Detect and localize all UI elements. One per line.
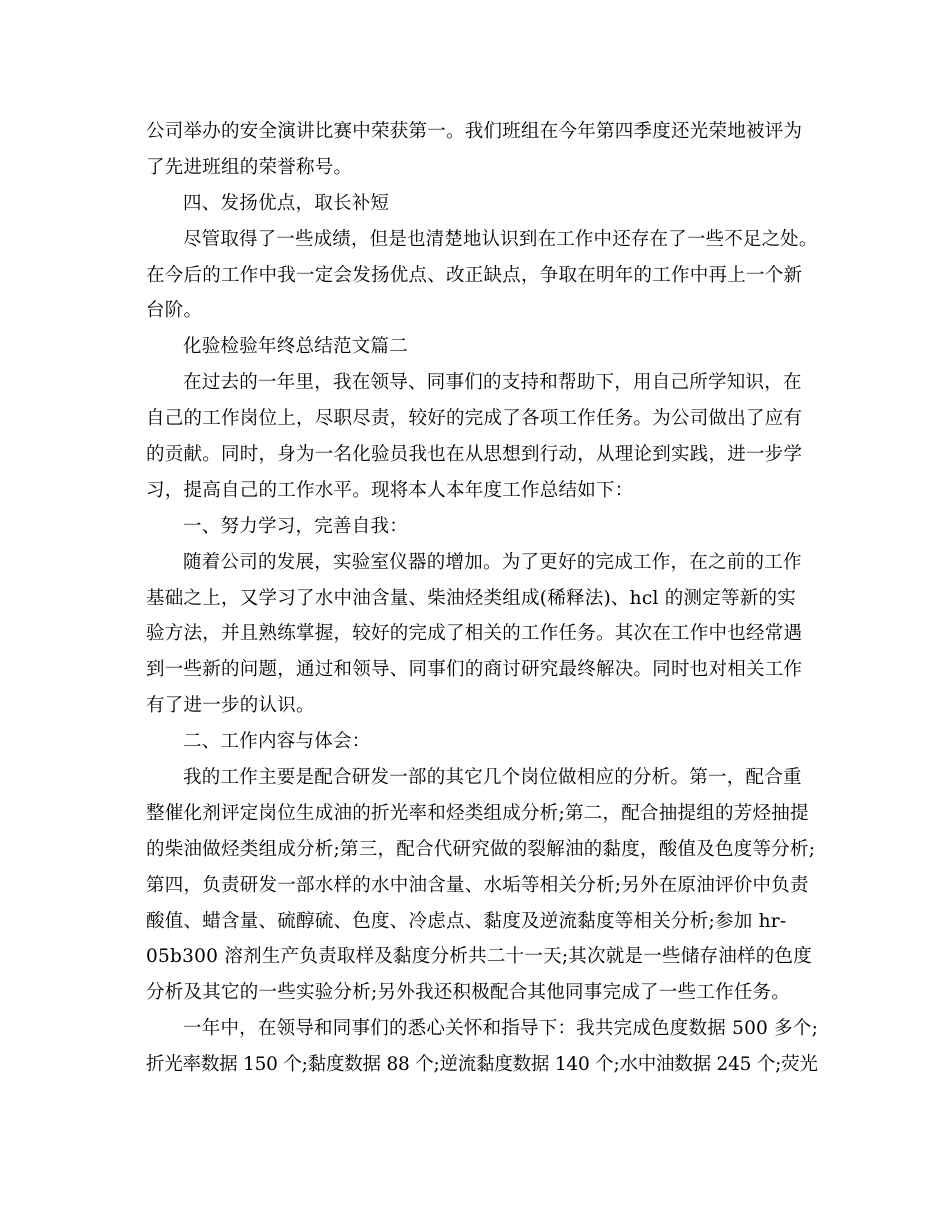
text-line: 一年中，在领导和同事们的悉心关怀和指导下：我共完成色度数据 500 多个; xyxy=(183,1018,819,1040)
text-line: 在今后的工作中我一定会发扬优点、改正缺点，争取在明年的工作中再上一个新 xyxy=(146,264,803,286)
text-line: 在过去的一年里，我在领导、同事们的支持和帮助下，用自己所学知识，在 xyxy=(183,372,802,394)
text-line: 折光率数据 150 个;黏度数据 88 个;逆流黏度数据 140 个;水中油数据 245 个;荧光 xyxy=(146,1054,818,1076)
text-line: 公司举办的安全演讲比赛中荣获第一。我们班组在今年第四季度还光荣地被评为 xyxy=(146,121,803,142)
text-line: 我的工作主要是配合研发一部的其它几个岗位做相应的分析。第一，配合重 xyxy=(183,767,802,789)
text-line: 的柴油做烃类组成分析;第三，配合代研究做的裂解油的黏度，酸值及色度等分析; xyxy=(146,838,816,860)
text-line: 习，提高自己的工作水平。现将本人本年度工作总结如下： xyxy=(146,479,634,501)
text-line: 台阶。 xyxy=(146,300,203,322)
text-line: 四、发扬优点，取长补短 xyxy=(183,192,390,214)
text-line: 到一些新的问题，通过和领导、同事们的商讨研究最终解决。同时也对相关工作 xyxy=(146,659,803,681)
document-body xyxy=(146,114,818,1083)
text-line: 酸值、蜡含量、硫醇硫、色度、冷虑点、黏度及逆流黏度等相关分析;参加 hr- xyxy=(146,910,787,932)
text-line: 二、工作内容与体会： xyxy=(183,731,371,753)
text-line: 自己的工作岗位上，尽职尽责，较好的完成了各项工作任务。为公司做出了应有 xyxy=(146,408,803,430)
text-line: 有了进一步的认识。 xyxy=(146,695,315,717)
text-line: 分析及其它的一些实验分析;另外我还积极配合其他同事完成了一些工作任务。 xyxy=(146,982,790,1004)
text-line: 05b300 溶剂生产负责取样及黏度分析共二十一天;其次就是一些储存油样的色度 xyxy=(146,946,813,968)
text-line: 整催化剂评定岗位生成油的折光率和烃类组成分析;第二，配合抽提组的芳烃抽提 xyxy=(146,802,809,824)
text-line: 化验检验年终总结范文篇二 xyxy=(183,336,409,358)
text-line: 基础之上，又学习了水中油含量、柴油烃类组成(稀释法)、hcl 的测定等新的实 xyxy=(146,587,797,609)
text-line: 验方法，并且熟练掌握，较好的完成了相关的工作任务。其次在工作中也经常遇 xyxy=(146,623,803,645)
text-line: 第四，负责研发一部水样的水中油含量、水垢等相关分析;另外在原油评价中负责 xyxy=(146,874,809,896)
text-line: 的贡献。同时，身为一名化验员我也在从思想到行动，从理论到实践，进一步学 xyxy=(146,444,803,466)
text-line: 了先进班组的荣誉称号。 xyxy=(146,156,353,178)
text-line: 一、努力学习，完善自我： xyxy=(183,515,409,537)
text-line: 尽管取得了一些成绩，但是也清楚地认识到在工作中还存在了一些不足之处。 xyxy=(183,228,818,250)
text-line: 随着公司的发展，实验室仪器的增加。为了更好的完成工作，在之前的工作 xyxy=(183,551,802,573)
